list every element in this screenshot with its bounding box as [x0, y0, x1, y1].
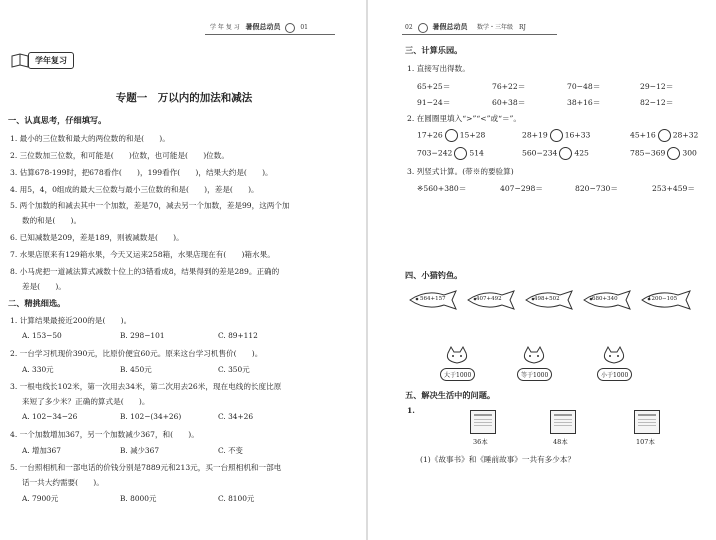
fill-question: 8. 小马虎把一道减法算式减数十位上的3错看成8，结果得到的差是289。正确的 — [10, 267, 280, 276]
right-header-meta: 数学・三年级 RJ — [477, 24, 526, 31]
vertical-calc: 253+459＝ — [652, 184, 695, 193]
calc-item: 29−12＝ — [640, 82, 674, 91]
fill-question: 3. 估算678-199时，把678看作( )，199看作( )，结果大约是( )。 — [10, 168, 273, 177]
header-rule — [402, 34, 557, 35]
section-5-title: 五、解决生活中的问题。 — [405, 390, 496, 400]
fish-label: 564+157 — [420, 296, 446, 302]
book-count: 107本 — [636, 438, 655, 446]
left-header — [210, 22, 308, 33]
option-a: A. 153−50 — [22, 331, 62, 340]
choice-question: 3. 一根电线长102米，第一次用去34米，第二次用去26米，现在电线的长度比原 — [10, 382, 282, 391]
mascot-icon — [285, 23, 295, 33]
option-b: B. 298−101 — [120, 331, 165, 340]
left-page-number: 01 — [300, 24, 308, 31]
calc-item: 70−48＝ — [567, 82, 601, 91]
option-a: A. 102−34−26 — [22, 412, 78, 421]
section-4-title: 四、小猫钓鱼。 — [405, 270, 463, 280]
option-c: C. 350元 — [218, 365, 250, 374]
compare-circle[interactable] — [559, 147, 572, 160]
compare-circle[interactable] — [550, 129, 563, 142]
book-icon — [10, 50, 30, 70]
compare-circle[interactable] — [445, 129, 458, 142]
fill-question: 1. 最小的三位数和最大的两位数的和是( )。 — [10, 134, 170, 143]
option-a: A. 增加367 — [22, 446, 61, 455]
compare-right: 16+33 — [564, 130, 591, 140]
book-count: 36本 — [473, 438, 488, 446]
compare-right: 28+32 — [672, 130, 699, 140]
compare-right: 15+28 — [459, 130, 486, 140]
sub-question: 2. 在圆圈里填入“>”“<”或“＝”。 — [407, 114, 522, 123]
sub-question: 3. 列竖式计算。(带※的要验算) — [407, 167, 514, 176]
sub-question: 1. — [407, 406, 415, 415]
right-page-number: 02 — [405, 24, 413, 31]
cat-icon — [519, 345, 549, 369]
compare-left: 560−234 — [522, 148, 558, 158]
section-badge — [10, 50, 72, 70]
vertical-calc: 407−298＝ — [500, 184, 543, 193]
compare-right: 300 — [682, 148, 697, 158]
fill-question: 2. 三位数加三位数，和可能是( )位数，也可能是( )位数。 — [10, 151, 229, 160]
fill-question-cont: 差是( )。 — [22, 282, 66, 291]
option-c: C. 不变 — [218, 446, 243, 455]
option-b: B. 450元 — [120, 365, 152, 374]
calc-item: 82−12＝ — [640, 98, 674, 107]
fill-question: 4. 用5，4，0组成的最大三位数与最小三位数的和是( )，差是( )。 — [10, 185, 259, 194]
compare-item — [630, 147, 697, 160]
right-header — [405, 22, 526, 33]
compare-left: 785−369 — [630, 148, 666, 158]
fish-label: 1200−105 — [648, 296, 678, 302]
choice-question-cont: 话一共大约需要( )。 — [22, 478, 104, 487]
option-c: C. 8100元 — [218, 494, 255, 503]
section-1-title: 一、认真思考，仔细填写。 — [8, 115, 107, 125]
choice-question: 5. 一台照相机和一部电话的价钱分别是7889元和213元，买一台照相机和一部电 — [10, 463, 282, 472]
sub-question: 1. 直接写出得数。 — [407, 64, 470, 73]
fill-question: 6. 已知减数是209，差是189，则被减数是( )。 — [10, 233, 184, 242]
section-3-title: 三、计算乐园。 — [405, 45, 463, 55]
vertical-calc: ※560+380＝ — [417, 184, 467, 193]
option-c: C. 89+112 — [218, 331, 258, 340]
compare-item — [522, 129, 590, 142]
fish-label: 680+340 — [592, 296, 618, 302]
book-icon — [470, 410, 496, 434]
option-a: A. 7900元 — [22, 494, 59, 503]
compare-item — [522, 147, 589, 160]
choice-question: 2. 一台学习机现价390元，比原价便宜60元。原来这台学习机售价( )。 — [10, 349, 263, 358]
compare-left: 703−242 — [417, 148, 453, 158]
fish-label: 498+502 — [534, 296, 560, 302]
topic-title: 专题一 万以内的加法和减法 — [115, 92, 253, 104]
choice-question: 1. 计算结果最接近200的是( )。 — [10, 316, 132, 325]
option-b: B. 减少367 — [120, 446, 160, 455]
compare-item — [417, 147, 484, 160]
compare-left: 45+16 — [630, 130, 656, 140]
vertical-calc: 820−730＝ — [575, 184, 618, 193]
calc-item: 60+38＝ — [492, 98, 526, 107]
cat-label: 大于1000 — [440, 368, 475, 381]
option-c: C. 34+26 — [218, 412, 254, 421]
choice-question: 4. 一个加数增加367，另一个加数减少367，和( )。 — [10, 430, 199, 439]
option-a: A. 330元 — [22, 365, 54, 374]
fill-question: 7. 水果店原来有129箱水果，今天又运来258箱，水果店现在有( )箱水果。 — [10, 250, 275, 259]
compare-left: 17+26 — [417, 130, 443, 140]
calc-item: 65+25＝ — [417, 82, 451, 91]
compare-item — [417, 129, 485, 142]
option-b: B. 102−(34+26) — [120, 412, 182, 421]
choice-question-cont: 来短了多少米？正确的算式是( )。 — [22, 397, 150, 406]
book-icon — [634, 410, 660, 434]
fill-question: 5. 两个加数的和减去其中一个加数，差是70，减去另一个加数，差是99，这两个加 — [10, 201, 290, 210]
option-b: B. 8000元 — [120, 494, 157, 503]
compare-left: 28+19 — [522, 130, 548, 140]
word-problem: (1)《故事书》和《睡前故事》一共有多少本？ — [420, 455, 576, 464]
cat-label: 小于1000 — [597, 368, 632, 381]
calc-item: 76+22＝ — [492, 82, 526, 91]
compare-right: 514 — [469, 148, 484, 158]
compare-item — [630, 129, 698, 142]
fish-label: 407+492 — [476, 296, 502, 302]
calc-item: 38+16＝ — [567, 98, 601, 107]
cat-icon — [442, 345, 472, 369]
right-header-title: 暑假总动员 — [432, 23, 468, 31]
fill-question-cont: 数的和是( )。 — [22, 216, 82, 225]
cat-label: 等于1000 — [517, 368, 552, 381]
compare-circle[interactable] — [667, 147, 680, 160]
compare-circle[interactable] — [658, 129, 671, 142]
mascot-icon — [418, 23, 428, 33]
section-2-title: 二、精挑细选。 — [8, 298, 66, 308]
badge-label: 学年复习 — [28, 52, 74, 69]
book-count: 48本 — [553, 438, 568, 446]
calc-item: 91−24＝ — [417, 98, 451, 107]
left-header-small: 学 年 复 习 — [210, 24, 240, 31]
cat-icon — [599, 345, 629, 369]
compare-right: 425 — [574, 148, 589, 158]
right-page — [372, 0, 716, 540]
header-rule — [205, 34, 335, 35]
compare-circle[interactable] — [454, 147, 467, 160]
book-icon — [550, 410, 576, 434]
left-header-title: 暑假总动员 — [245, 23, 281, 31]
